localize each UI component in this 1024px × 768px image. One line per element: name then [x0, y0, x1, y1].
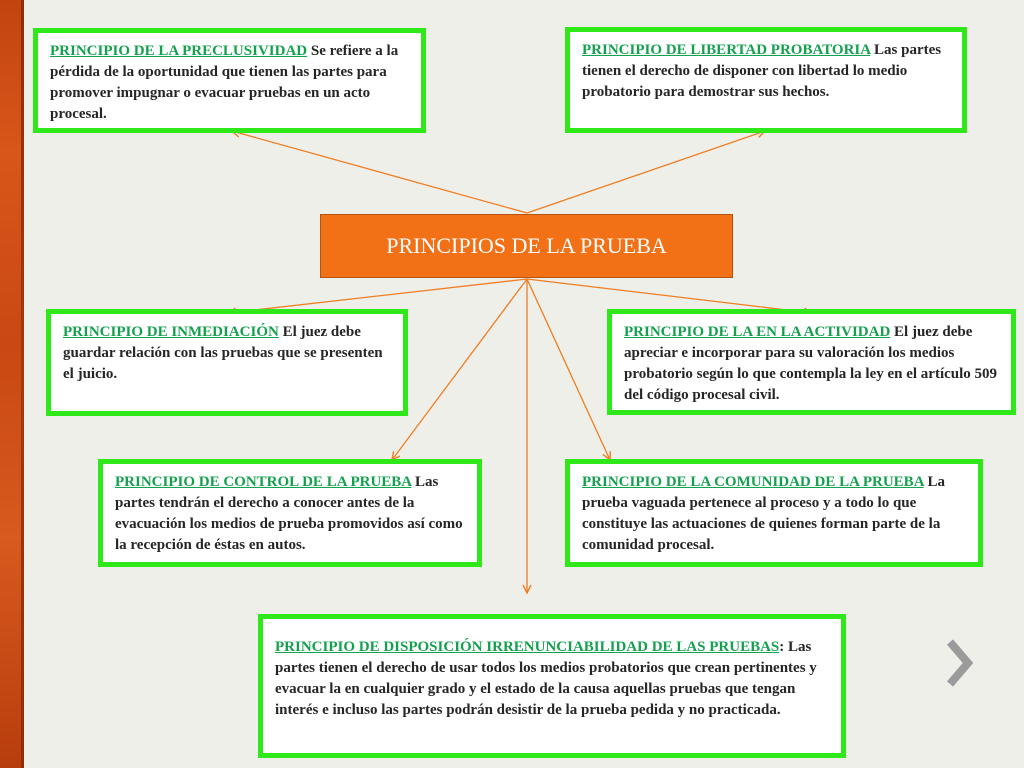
- box-inmediacion-text: El juez debe guardar relación con las pruebas que se presenten el juicio.: [63, 324, 383, 382]
- box-disposicion-title: PRINCIPIO DE DISPOSICIÓN IRRENUNCIABILIDAD DE LAS PRUEBAS: [275, 639, 780, 655]
- arrow-to-preclusividad: [232, 131, 527, 213]
- box-control-text: Las partes tendrán el derecho a conocer antes de la evacuación los medios de prueba promovidos así como la recepción de éstas en autos.: [115, 474, 463, 553]
- arrow-to-inmediacion: [228, 279, 527, 313]
- box-actividad: [607, 309, 1016, 415]
- box-control-title: PRINCIPIO DE CONTROL DE LA PRUEBA: [115, 474, 412, 490]
- next-slide-button[interactable]: [942, 636, 978, 690]
- box-preclusividad-title: PRINCIPIO DE LA PRECLUSIVIDAD: [50, 43, 308, 59]
- arrow-to-control: [392, 279, 527, 460]
- box-comunidad-title: PRINCIPIO DE LA COMUNIDAD DE LA PRUEBA: [582, 474, 924, 490]
- box-actividad-text: El juez debe apreciar e incorporar para su valoración los medios probatorio según lo que contempla la ley en el artículo 509 del código procesal civil.: [624, 324, 998, 403]
- box-disposicion: [258, 614, 846, 758]
- central-topic-label: PRINCIPIOS DE LA PRUEBA: [386, 233, 667, 258]
- box-inmediacion: [46, 309, 408, 416]
- box-libertad-title: PRINCIPIO DE LIBERTAD PROBATORIA: [582, 42, 871, 58]
- box-actividad-title: PRINCIPIO DE LA EN LA ACTIVIDAD: [624, 324, 891, 340]
- box-inmediacion-title: PRINCIPIO DE INMEDIACIÓN: [63, 324, 279, 340]
- chevron-right-icon: [942, 636, 978, 690]
- box-preclusividad: [33, 28, 426, 133]
- box-preclusividad-text: Se refiere a la pérdida de la oportunidad que tienen las partes para promover impugnar o evacuar pruebas en un acto procesal.: [50, 43, 399, 122]
- box-comunidad-text: La prueba vaguada pertenece al proceso y a todo lo que constituye las actuaciones de quienes forman parte de la comunidad procesal.: [582, 474, 945, 553]
- arrow-to-comunidad: [527, 279, 610, 460]
- box-libertad: [565, 27, 967, 133]
- box-disposicion-text: : Las partes tienen el derecho de usar todos los medios probatorios que crean pertinentes y evacuar la en cualquier grado y el estado de la causa aquellas pruebas que tengan interés e incluso las partes podrán desistir de la prueba pedida y no practicada.: [275, 639, 817, 718]
- arrow-to-libertad: [527, 131, 765, 213]
- box-comunidad: [565, 459, 983, 567]
- arrow-to-actividad: [527, 279, 812, 313]
- box-libertad-text: Las partes tienen el derecho de disponer con libertad lo medio probatorio para demostrar sus hechos.: [582, 42, 942, 100]
- box-control: [98, 459, 482, 567]
- central-topic: [320, 214, 733, 278]
